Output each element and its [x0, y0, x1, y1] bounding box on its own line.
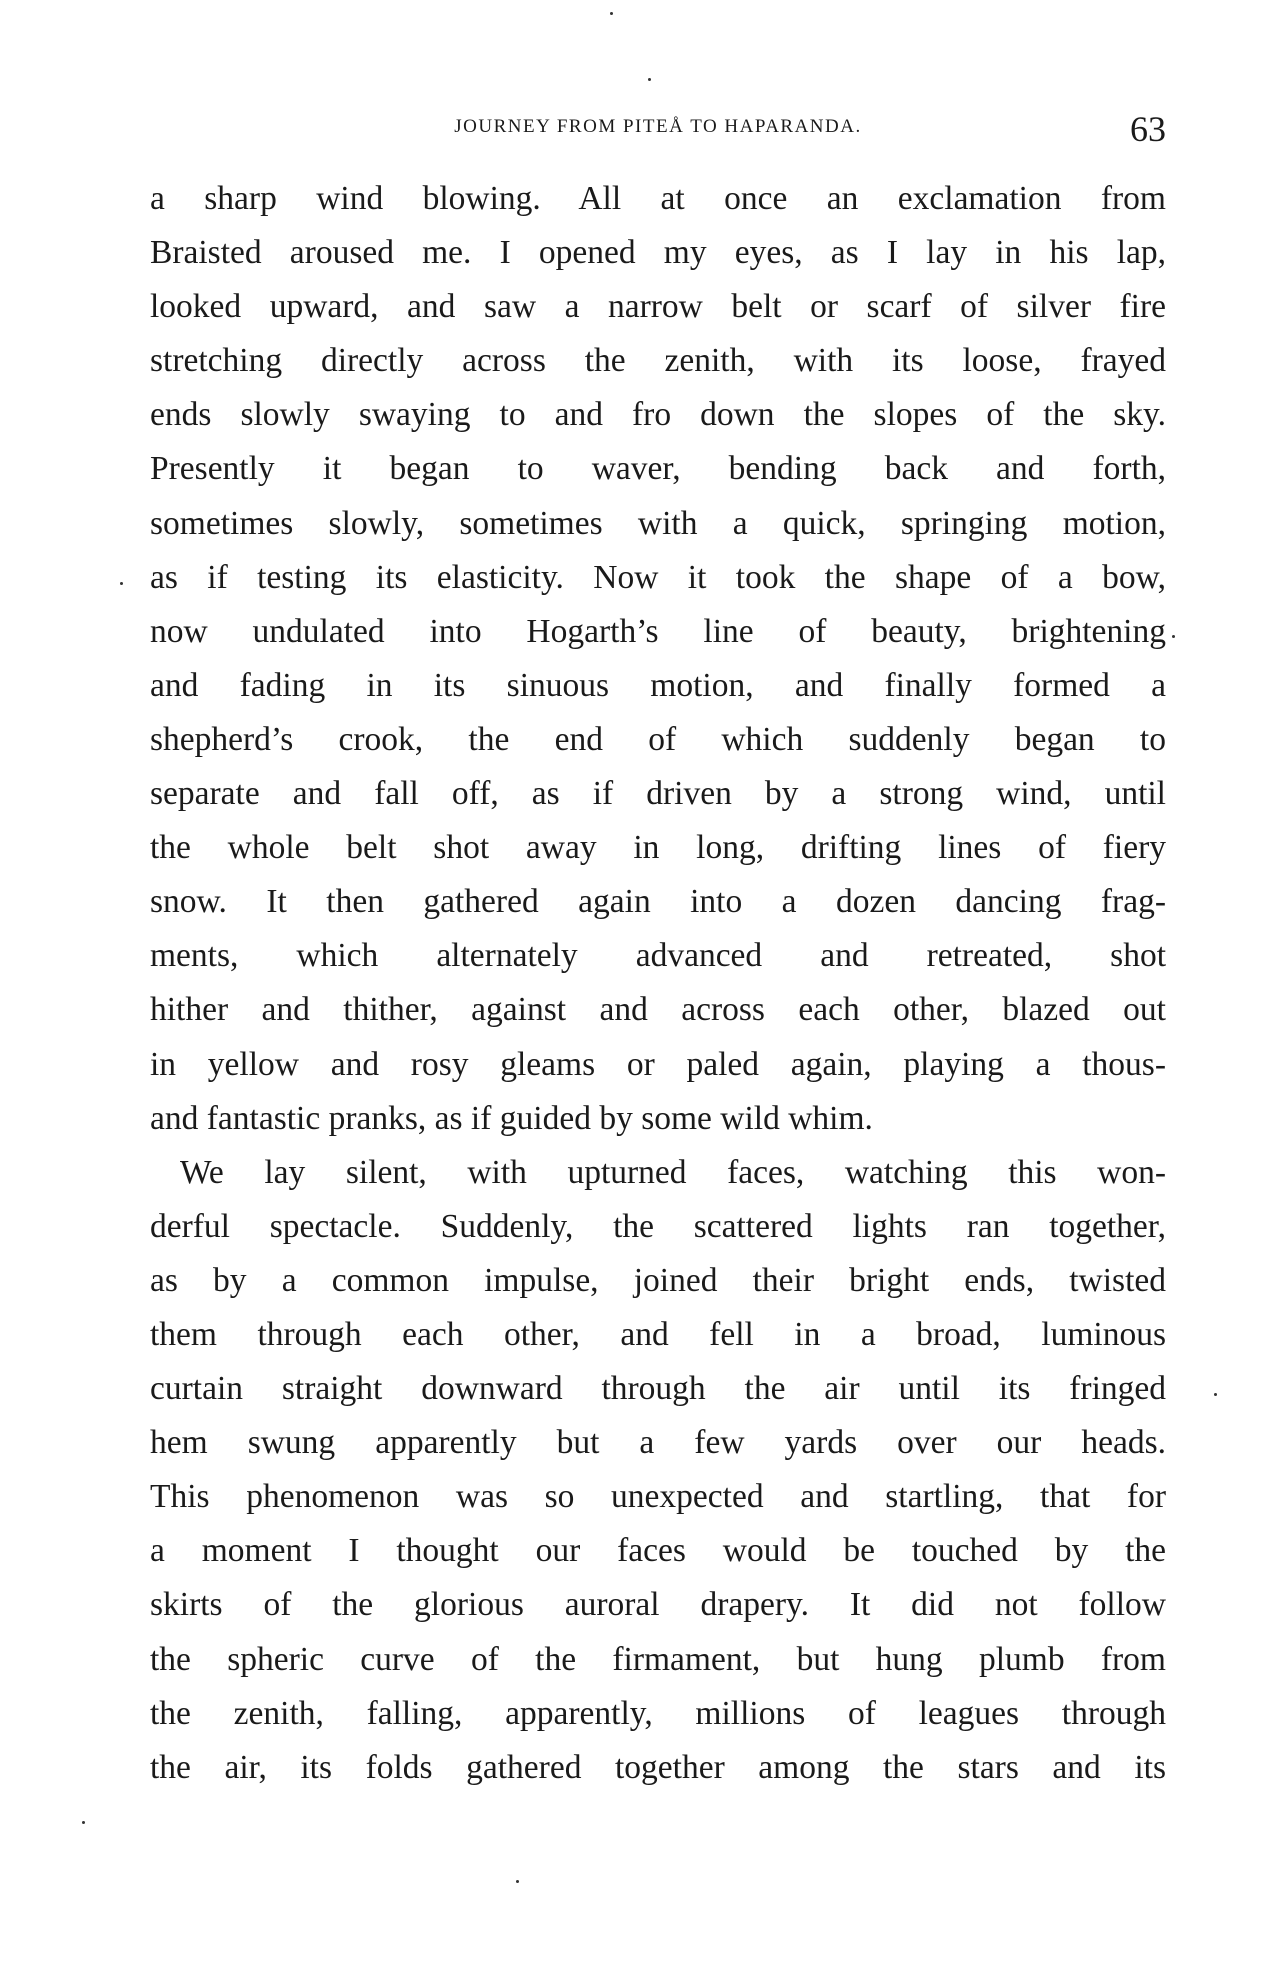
text-line: snow. It then gathered again into a dozen dancing frag-	[150, 883, 1166, 921]
text-line: a moment I thought our faces would be touched by the	[150, 1532, 1166, 1570]
scan-speck	[648, 78, 651, 81]
text-line: in yellow and rosy gleams or paled again, playing a thous-	[150, 1045, 1166, 1083]
text-line: as if testing its elasticity. Now it took the shape of a bow,	[150, 558, 1166, 596]
paragraph-1	[150, 172, 1166, 1146]
text-line: skirts of the glorious auroral drapery. It did not follow	[150, 1586, 1166, 1624]
text-line: the air, its folds gathered together among the stars and its	[150, 1748, 1166, 1786]
body-text	[150, 172, 1166, 1795]
text-line: a sharp wind blowing. All at once an exclamation from	[150, 180, 1166, 217]
text-line: stretching directly across the zenith, with its loose, frayed	[150, 342, 1166, 380]
running-title: JOURNEY FROM PITEÅ TO HAPARANDA.	[454, 116, 862, 137]
text-line: looked upward, and saw a narrow belt or scarf of silver fire	[150, 288, 1166, 326]
scan-speck	[1172, 635, 1175, 638]
text-line: the whole belt shot away in long, drifting lines of fiery	[150, 829, 1166, 867]
text-line: the spheric curve of the firmament, but hung plumb from	[150, 1640, 1166, 1678]
text-line: shepherd’s crook, the end of which suddenly began to	[150, 720, 1166, 758]
running-header	[150, 108, 1166, 149]
text-line: them through each other, and fell in a broad, luminous	[150, 1315, 1166, 1353]
page-number: 63	[1130, 109, 1166, 149]
scan-speck	[82, 1821, 85, 1824]
text-line: sometimes slowly, sometimes with a quick, springing motion,	[150, 504, 1166, 542]
text-line: ments, which alternately advanced and retreated, shot	[150, 937, 1166, 975]
text-line: This phenomenon was so unexpected and startling, that for	[150, 1478, 1166, 1516]
text-line: hem swung apparently but a few yards over our heads.	[150, 1424, 1166, 1462]
text-line: hither and thither, against and across each other, blazed out	[150, 991, 1166, 1029]
text-line: curtain straight downward through the air until its fringed	[150, 1370, 1166, 1408]
text-line: We lay silent, with upturned faces, watching this won-	[180, 1153, 1166, 1191]
text-line: derful spectacle. Suddenly, the scattered lights ran together,	[150, 1207, 1166, 1245]
paragraph-2	[150, 1146, 1166, 1795]
scan-speck	[516, 1880, 519, 1883]
scan-speck	[610, 12, 613, 15]
scan-speck	[1214, 1393, 1217, 1396]
text-line: ends slowly swaying to and fro down the slopes of the sky.	[150, 396, 1166, 434]
text-line: and fantastic pranks, as if guided by some wild whim.	[150, 1099, 873, 1137]
scan-speck	[120, 582, 123, 585]
text-line: Presently it began to waver, bending back and forth,	[150, 450, 1166, 488]
text-line: the zenith, falling, apparently, millions of leagues through	[150, 1694, 1166, 1732]
text-line: separate and fall off, as if driven by a strong wind, until	[150, 775, 1166, 813]
text-line: Braisted aroused me. I opened my eyes, as I lay in his lap,	[150, 234, 1166, 272]
text-line: and fading in its sinuous motion, and finally formed a	[150, 666, 1166, 704]
text-line: as by a common impulse, joined their bright ends, twisted	[150, 1261, 1166, 1299]
text-line: now undulated into Hogarth’s line of beauty, brightening	[150, 612, 1166, 650]
